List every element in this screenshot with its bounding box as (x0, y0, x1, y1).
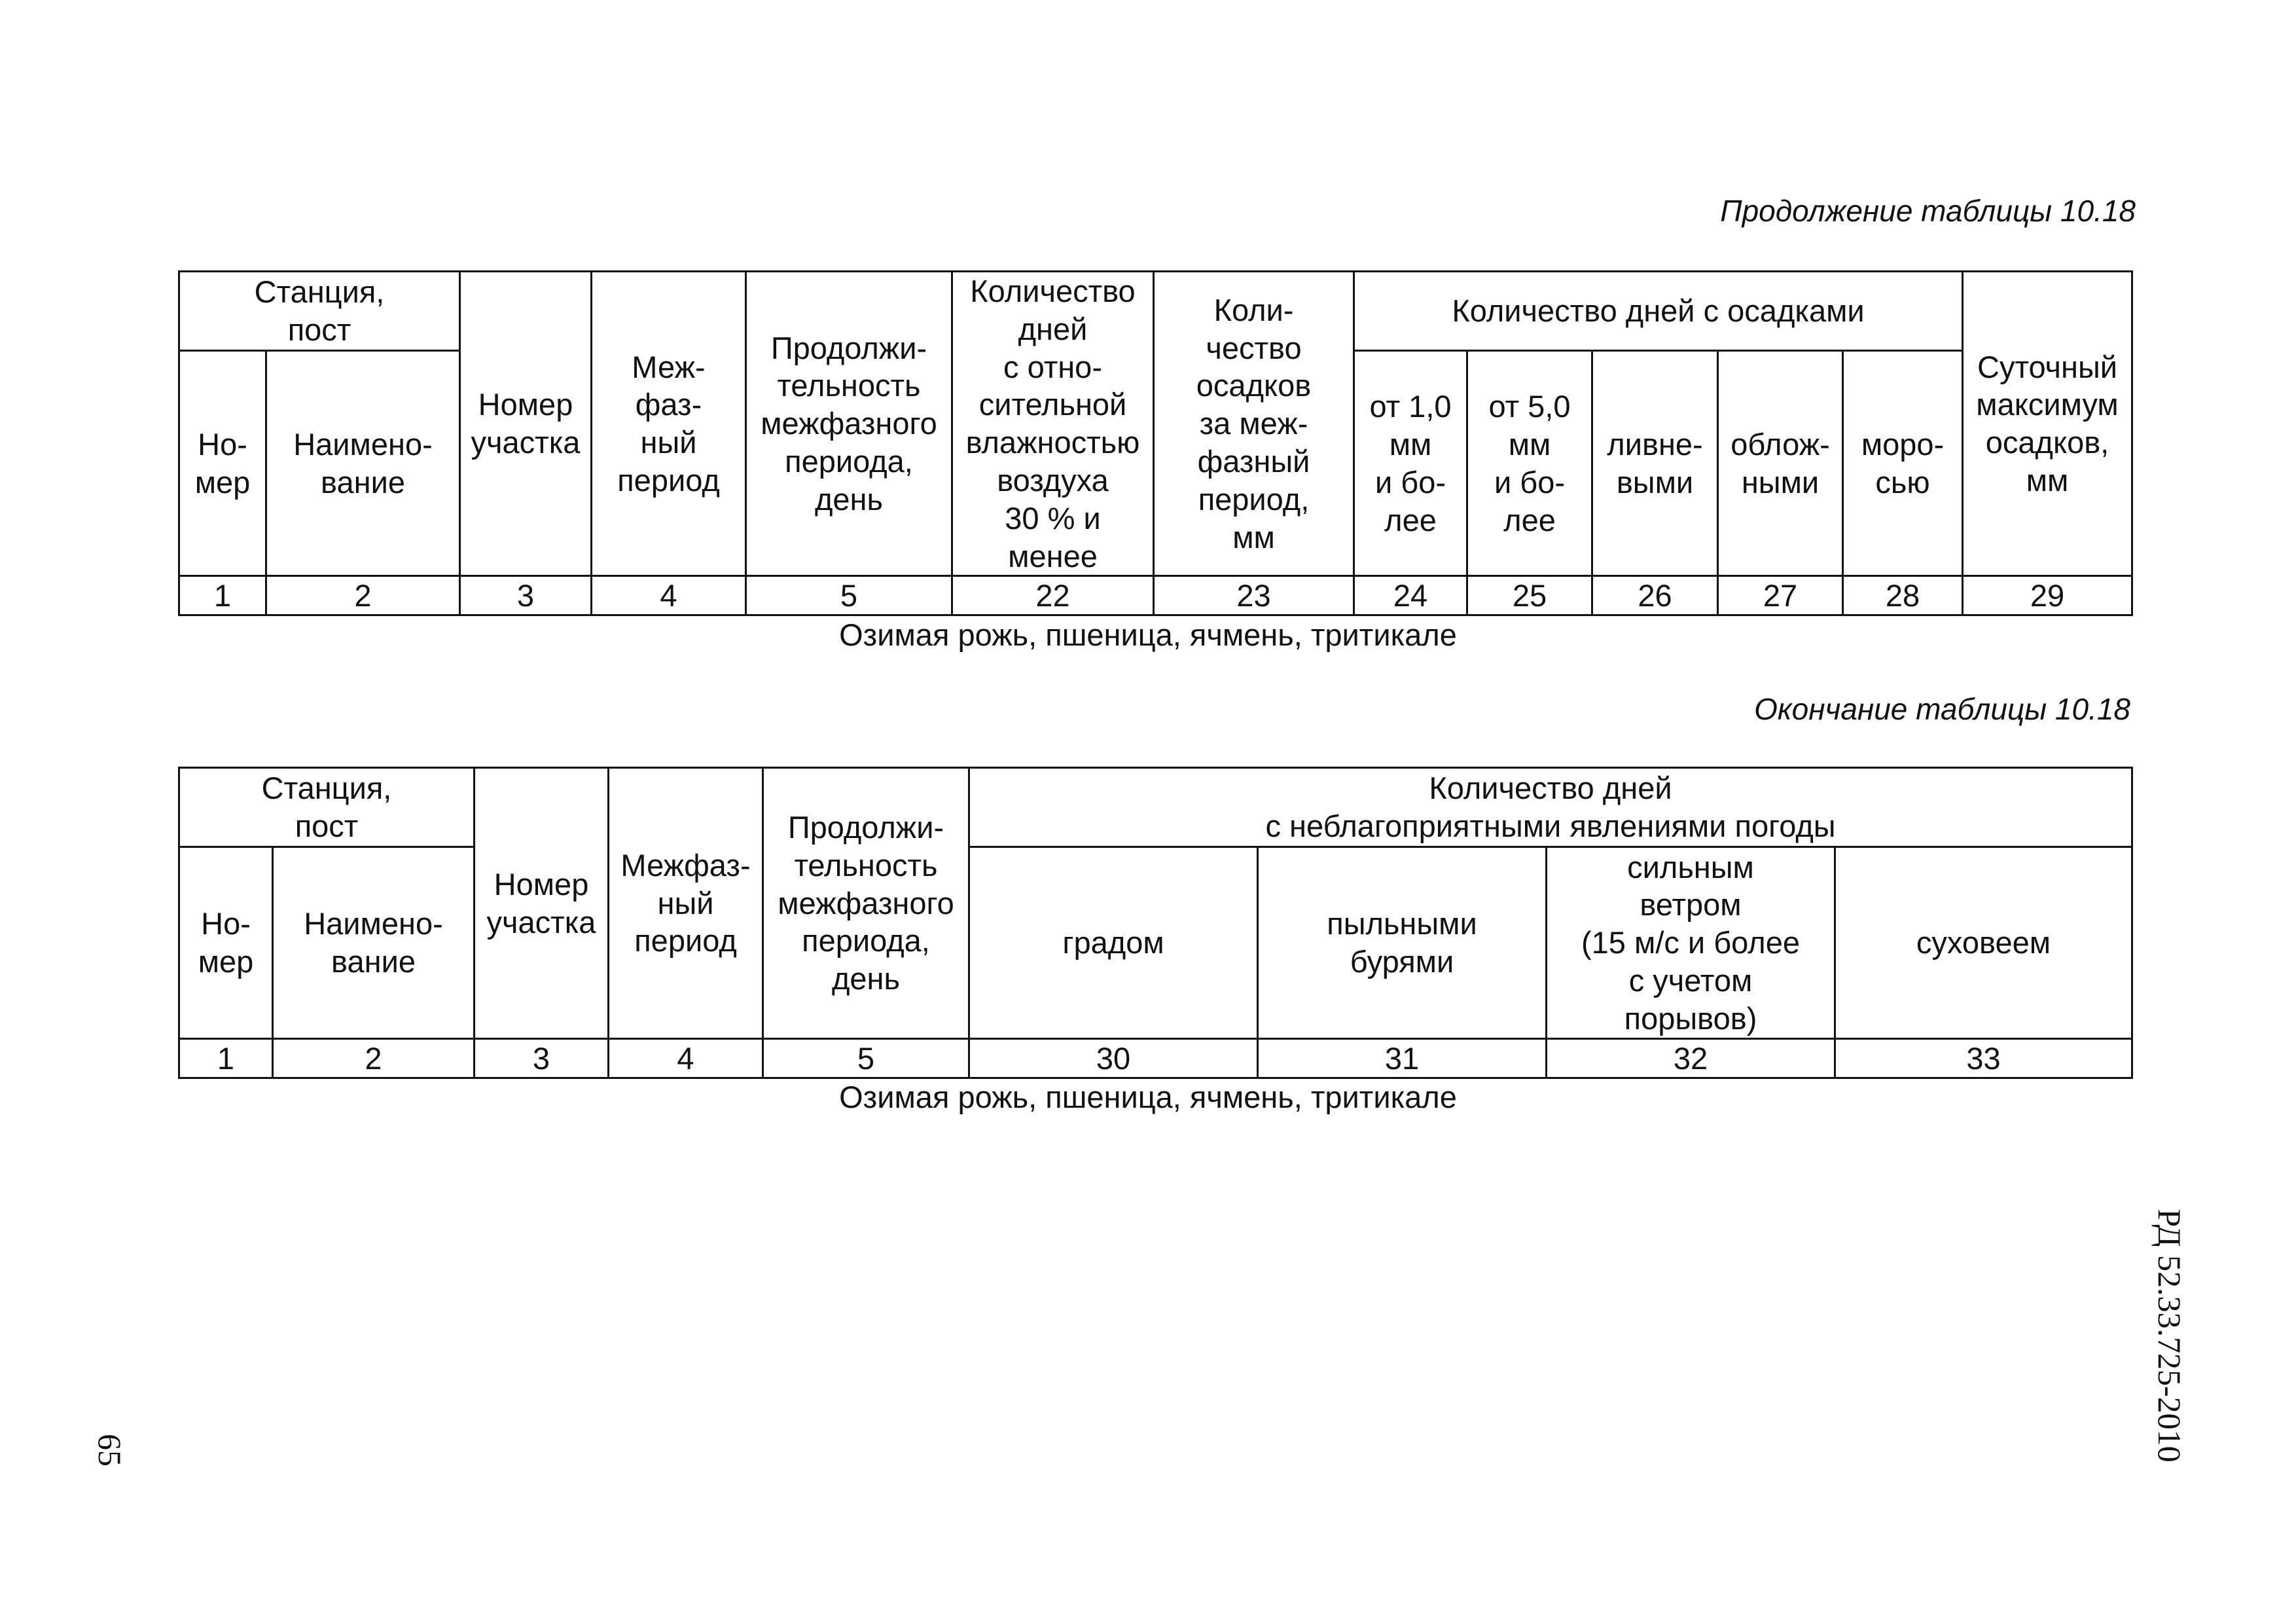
crop-note: Озимая рожь, пшеница, ячмень, тритикале (839, 1080, 1457, 1114)
header-shower: ливне- выми (1592, 351, 1718, 576)
column-number: 2 (266, 576, 460, 615)
crop-note: Озимая рожь, пшеница, ячмень, тритикале (839, 617, 1457, 652)
header-plot-number: Номер участка (460, 272, 592, 576)
header-station-name: Наимено- вание (273, 847, 475, 1039)
column-number: 22 (952, 576, 1154, 615)
header-drizzle: моро- сью (1843, 351, 1963, 576)
header-low-humidity-days: Количество дней с отно- сительной влажностью воздуха 30 % и менее (952, 272, 1154, 576)
document-code: РД 52.33.725-2010 (2151, 1209, 2188, 1463)
column-number: 1 (179, 576, 266, 615)
header-hail: градом (969, 847, 1258, 1039)
page-number: 65 (92, 1434, 128, 1467)
column-number: 33 (1835, 1039, 2132, 1078)
header-station-number: Но- мер (179, 847, 273, 1039)
header-adverse-weather-group: Количество дней с неблагоприятными явлениями погоды (969, 768, 2132, 847)
header-dry-wind: суховеем (1835, 847, 2132, 1039)
table-caption-ending: Окончание таблицы 10.18 (1754, 692, 2130, 726)
header-station: Станция, пост (179, 272, 460, 351)
header-plot-number: Номер участка (475, 768, 609, 1039)
column-number: 31 (1258, 1039, 1547, 1078)
header-precip-5mm: от 5,0 мм и бо- лее (1467, 351, 1592, 576)
header-precipitation-amount: Коли- чество осадков за меж- фазный период, мм (1154, 272, 1354, 576)
header-station-name: Наимено- вание (266, 351, 460, 576)
column-number: 25 (1467, 576, 1592, 615)
column-number: 4 (609, 1039, 763, 1078)
header-station: Станция, пост (179, 768, 475, 847)
column-number: 23 (1154, 576, 1354, 615)
header-steady-rain: облож- ными (1718, 351, 1843, 576)
header-precipitation-days-group: Количество дней с осадками (1354, 272, 1963, 351)
column-number: 28 (1843, 576, 1963, 615)
header-dust-storms: пыльными бурями (1258, 847, 1547, 1039)
header-station-number: Но- мер (179, 351, 266, 576)
table-caption-continuation: Продолжение таблицы 10.18 (1720, 194, 2136, 228)
header-precip-1mm: от 1,0 мм и бо- лее (1354, 351, 1467, 576)
header-duration: Продолжи- тельность межфазного периода, день (746, 272, 952, 576)
table-continuation (178, 270, 2133, 616)
column-number: 3 (460, 576, 592, 615)
column-number: 32 (1547, 1039, 1835, 1078)
column-number: 5 (763, 1039, 969, 1078)
column-number: 27 (1718, 576, 1843, 615)
column-number: 3 (475, 1039, 609, 1078)
header-strong-wind: сильным ветром (15 м/с и более с учетом порывов) (1547, 847, 1835, 1039)
column-number: 30 (969, 1039, 1258, 1078)
column-number: 2 (273, 1039, 475, 1078)
column-number: 1 (179, 1039, 273, 1078)
column-number: 26 (1592, 576, 1718, 615)
column-number: 5 (746, 576, 952, 615)
header-daily-maximum: Суточный максимум осадков, мм (1963, 272, 2132, 576)
header-interphase-period: Меж- фаз- ный период (592, 272, 746, 576)
table-ending (178, 767, 2133, 1079)
column-number: 4 (592, 576, 746, 615)
column-number: 24 (1354, 576, 1467, 615)
header-duration: Продолжи- тельность межфазного периода, день (763, 768, 969, 1039)
column-number: 29 (1963, 576, 2132, 615)
header-interphase-period: Межфаз- ный период (609, 768, 763, 1039)
